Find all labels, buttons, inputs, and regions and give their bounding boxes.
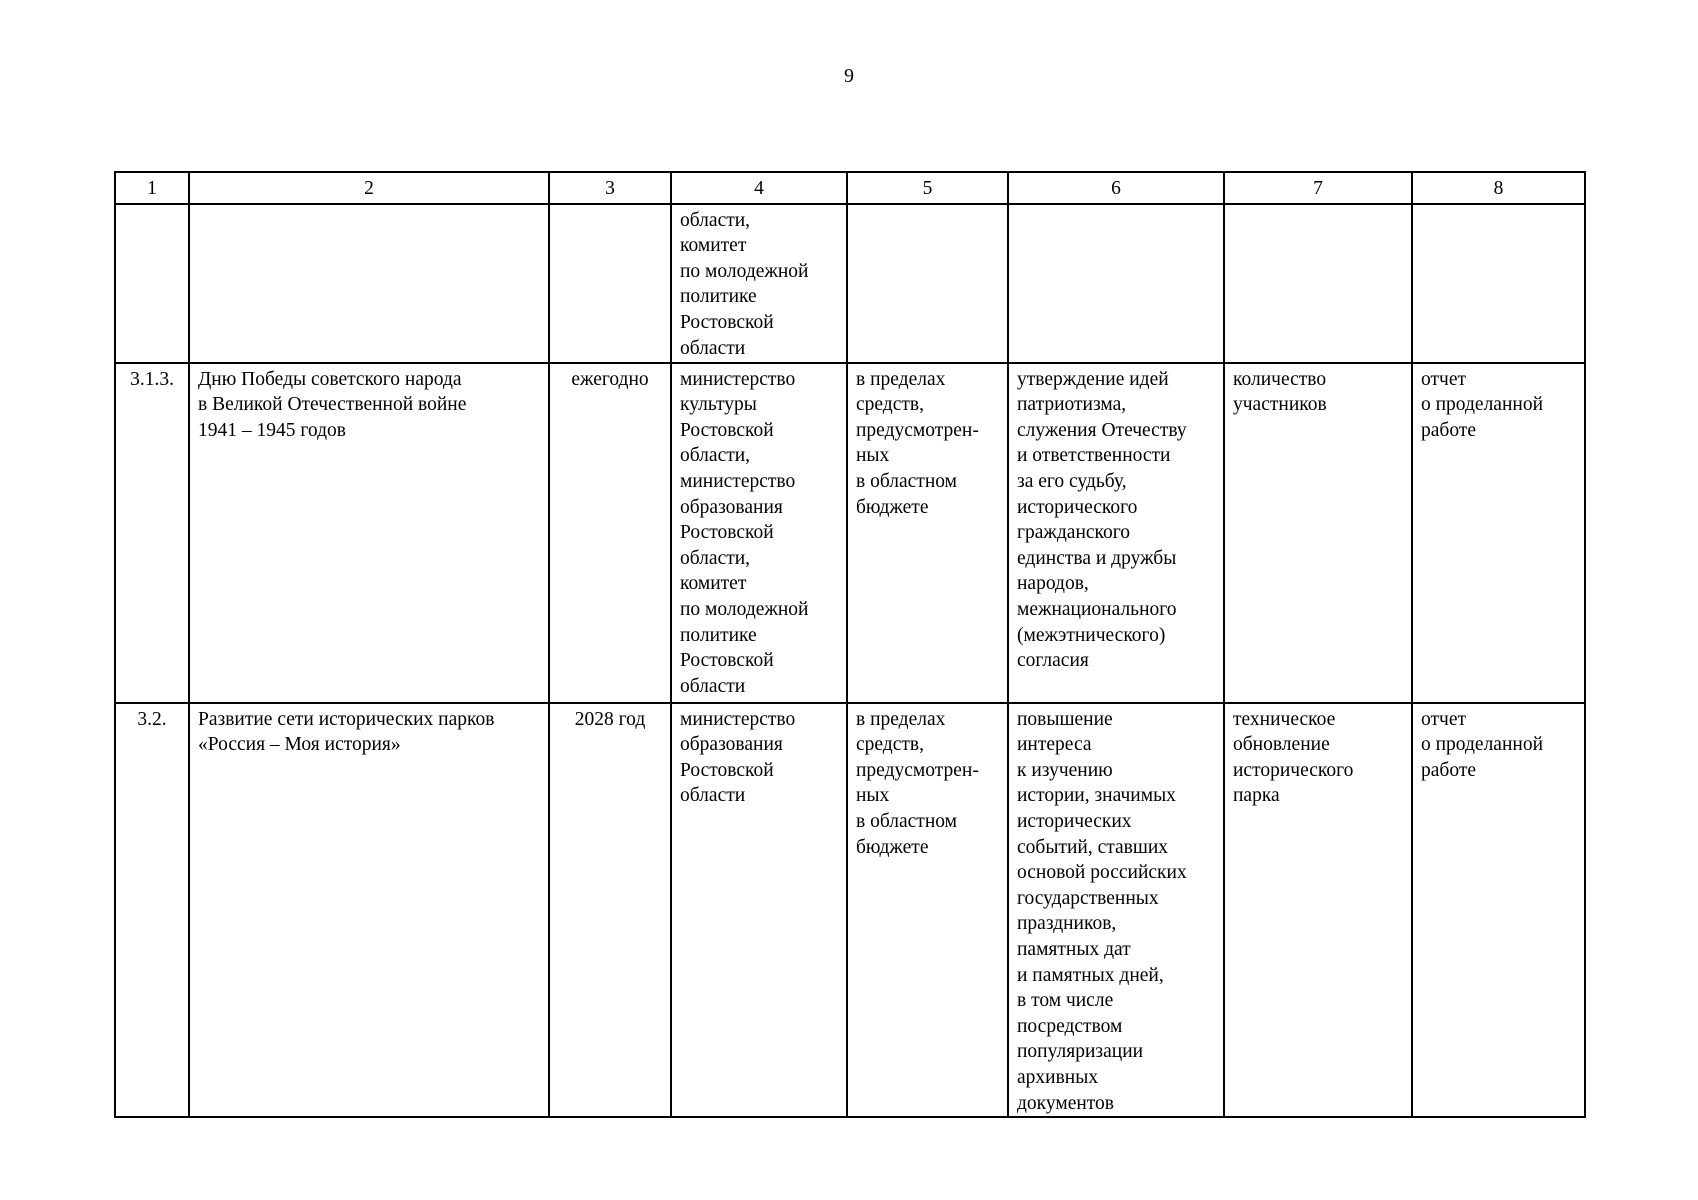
table-row <box>115 204 1585 363</box>
column-header: 6 <box>1008 172 1224 204</box>
executor-cell: министерство образования Ростовской области <box>671 703 847 1118</box>
funding-cell <box>847 204 1008 363</box>
column-header: 8 <box>1412 172 1585 204</box>
indicator-cell: количество участников <box>1224 363 1412 703</box>
executor-cell: области, комитет по молодежной политике Ростовской области <box>671 204 847 363</box>
item-name-cell: Дню Победы советского народа в Великой Отечественной войне 1941 – 1945 годов <box>189 363 549 703</box>
indicator-cell <box>1224 204 1412 363</box>
executor-cell: министерство культуры Ростовской области, министерство образования Ростовской области, комитет по молодежной политике Ростовской области <box>671 363 847 703</box>
item-name-cell: Развитие сети исторических парков «Россия – Моя история» <box>189 703 549 1118</box>
indicator-cell: техническое обновление исторического парка <box>1224 703 1412 1118</box>
column-header: 3 <box>549 172 671 204</box>
column-header: 4 <box>671 172 847 204</box>
column-header: 2 <box>189 172 549 204</box>
table-row <box>115 363 1585 703</box>
table-header-row <box>115 172 1585 204</box>
plan-table <box>114 171 1586 1118</box>
funding-cell: в пределах средств, предусмотрен- ных в областном бюджете <box>847 703 1008 1118</box>
period-cell <box>549 204 671 363</box>
column-header: 7 <box>1224 172 1412 204</box>
item-number-cell: 3.1.3. <box>115 363 189 703</box>
period-cell: ежегодно <box>549 363 671 703</box>
item-number-cell <box>115 204 189 363</box>
expected-result-cell: утверждение идей патриотизма, служения Отечеству и ответственности за его судьбу, исторического гражданского единства и дружбы народов, межнационального (межэтнического) согласия <box>1008 363 1224 703</box>
page-number: 9 <box>844 65 854 87</box>
expected-result-cell <box>1008 204 1224 363</box>
funding-cell: в пределах средств, предусмотрен- ных в областном бюджете <box>847 363 1008 703</box>
expected-result-cell: повышение интереса к изучению истории, значимых исторических событий, ставших основой российских государственных праздников, памятных дат и памятных дней, в том числе посредством популяризации архивных документов <box>1008 703 1224 1118</box>
report-cell <box>1412 204 1585 363</box>
column-header: 5 <box>847 172 1008 204</box>
item-number-cell: 3.2. <box>115 703 189 1118</box>
item-name-cell <box>189 204 549 363</box>
table-row <box>115 703 1585 1118</box>
report-cell: отчет о проделанной работе <box>1412 363 1585 703</box>
column-header: 1 <box>115 172 189 204</box>
period-cell: 2028 год <box>549 703 671 1118</box>
report-cell: отчет о проделанной работе <box>1412 703 1585 1118</box>
